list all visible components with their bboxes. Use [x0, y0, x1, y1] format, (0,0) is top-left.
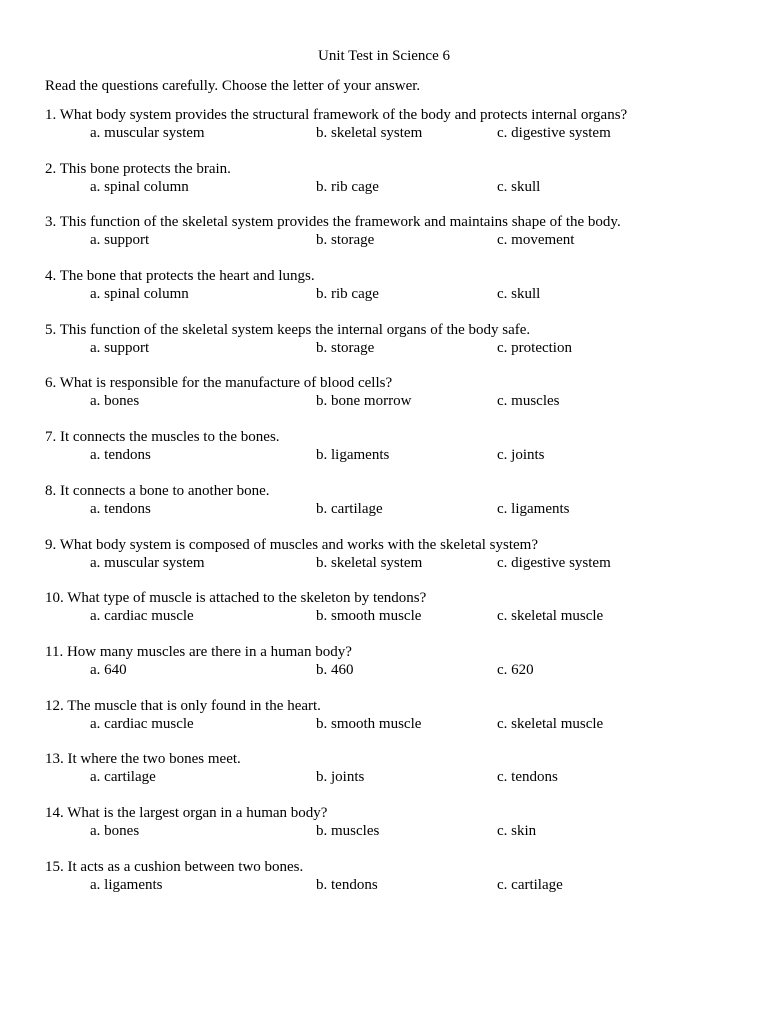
choice-c: c. skeletal muscle: [497, 608, 604, 625]
choice-b: b. rib cage: [316, 286, 379, 303]
question-text: 13. It where the two bones meet.: [45, 751, 241, 768]
question-text: 14. What is the largest organ in a human body?: [45, 804, 328, 821]
choice-row: [45, 554, 745, 572]
choice-row: [45, 446, 745, 464]
question-item: [45, 213, 745, 267]
choice-a: a. support: [90, 339, 150, 356]
choice-a: a. spinal column: [90, 178, 189, 195]
choice-c: c. skeletal muscle: [497, 715, 604, 732]
choice-a: a. spinal column: [90, 286, 189, 303]
choice-b: b. smooth muscle: [316, 715, 422, 732]
choice-row: [45, 231, 745, 249]
choice-b: b. ligaments: [316, 447, 390, 464]
question-item: [45, 750, 745, 804]
choice-row: [45, 607, 745, 625]
question-item: [45, 428, 745, 482]
question-text: 15. It acts as a cushion between two bones.: [45, 858, 304, 875]
choice-c: c. protection: [497, 339, 572, 356]
choice-a: a. muscular system: [90, 554, 205, 571]
question-item: [45, 482, 745, 536]
question-text: 9. What body system is composed of muscles and works with the skeletal system?: [45, 536, 538, 553]
question-item: [45, 321, 745, 375]
choice-a: a. cardiac muscle: [90, 608, 194, 625]
question-text: 5. This function of the skeletal system keeps the internal organs of the body safe.: [45, 321, 531, 338]
choice-c: c. muscles: [497, 393, 560, 410]
choice-c: c. cartilage: [497, 876, 563, 893]
choice-c: c. skull: [497, 286, 541, 303]
choice-b: b. rib cage: [316, 178, 379, 195]
question-item: [45, 267, 745, 321]
question-item: [45, 858, 745, 912]
question-item: [45, 536, 745, 590]
question-text: 12. The muscle that is only found in the heart.: [45, 697, 321, 714]
choice-a: a. tendons: [90, 500, 151, 517]
choice-b: b. 460: [316, 661, 354, 678]
choice-a: a. tendons: [90, 447, 151, 464]
question-item: [45, 160, 745, 214]
choice-c: c. digestive system: [497, 554, 611, 571]
question-text: 10. What type of muscle is attached to the skeleton by tendons?: [45, 590, 427, 607]
choice-b: b. storage: [316, 339, 375, 356]
question-item: [45, 106, 745, 160]
choice-c: c. 620: [497, 661, 534, 678]
choice-c: c. movement: [497, 232, 575, 249]
question-text: 8. It connects a bone to another bone.: [45, 482, 270, 499]
question-text: 2. This bone protects the brain.: [45, 160, 231, 177]
question-text: 1. What body system provides the structural framework of the body and protects internal organs?: [45, 107, 628, 123]
question-list: [45, 106, 745, 911]
choice-a: a. bones: [90, 393, 140, 410]
choice-a: a. ligaments: [90, 876, 163, 893]
choice-b: b. skeletal system: [316, 125, 423, 141]
choice-a: a. cardiac muscle: [90, 715, 194, 732]
choice-b: b. cartilage: [316, 500, 383, 517]
choice-row: [45, 876, 745, 894]
choice-row: [45, 661, 745, 679]
question-text: 4. The bone that protects the heart and lungs.: [45, 268, 315, 285]
choice-b: b. storage: [316, 232, 375, 249]
question-text: 6. What is responsible for the manufacture of blood cells?: [45, 375, 393, 392]
choice-c: c. skull: [497, 178, 541, 195]
question-item: [45, 804, 745, 858]
choice-c: c. tendons: [497, 769, 558, 786]
page-title: Unit Test in Science 6: [318, 48, 450, 64]
choice-row: [45, 768, 745, 786]
question-text: 11. How many muscles are there in a human body?: [45, 643, 352, 660]
choice-a: a. bones: [90, 822, 140, 839]
choice-c: c. skin: [497, 822, 537, 839]
choice-row: [45, 392, 745, 410]
question-item: [45, 374, 745, 428]
instructions: Read the questions carefully. Choose the letter of your answer.: [45, 78, 421, 94]
question-text: 3. This function of the skeletal system provides the framework and maintains shape of the body.: [45, 214, 621, 231]
choice-row: [45, 124, 745, 142]
choice-a: a. 640: [90, 661, 127, 678]
choice-c: c. ligaments: [497, 500, 570, 517]
choice-b: b. tendons: [316, 876, 378, 893]
choice-row: [45, 285, 745, 303]
choice-b: b. skeletal system: [316, 554, 423, 571]
choice-row: [45, 178, 745, 196]
question-item: [45, 697, 745, 751]
choice-a: a. cartilage: [90, 769, 156, 786]
choice-row: [45, 715, 745, 733]
choice-b: b. smooth muscle: [316, 608, 422, 625]
question-text: 7. It connects the muscles to the bones.: [45, 429, 280, 446]
choice-c: c. joints: [497, 447, 545, 464]
choice-b: b. joints: [316, 769, 365, 786]
choice-b: b. muscles: [316, 822, 380, 839]
question-item: [45, 589, 745, 643]
choice-a: a. support: [90, 232, 150, 249]
choice-row: [45, 500, 745, 518]
choice-b: b. bone morrow: [316, 393, 412, 410]
choice-a: a. muscular system: [90, 125, 205, 141]
choice-c: c. digestive system: [497, 125, 611, 141]
choice-row: [45, 822, 745, 840]
choice-row: [45, 339, 745, 357]
question-item: [45, 643, 745, 697]
